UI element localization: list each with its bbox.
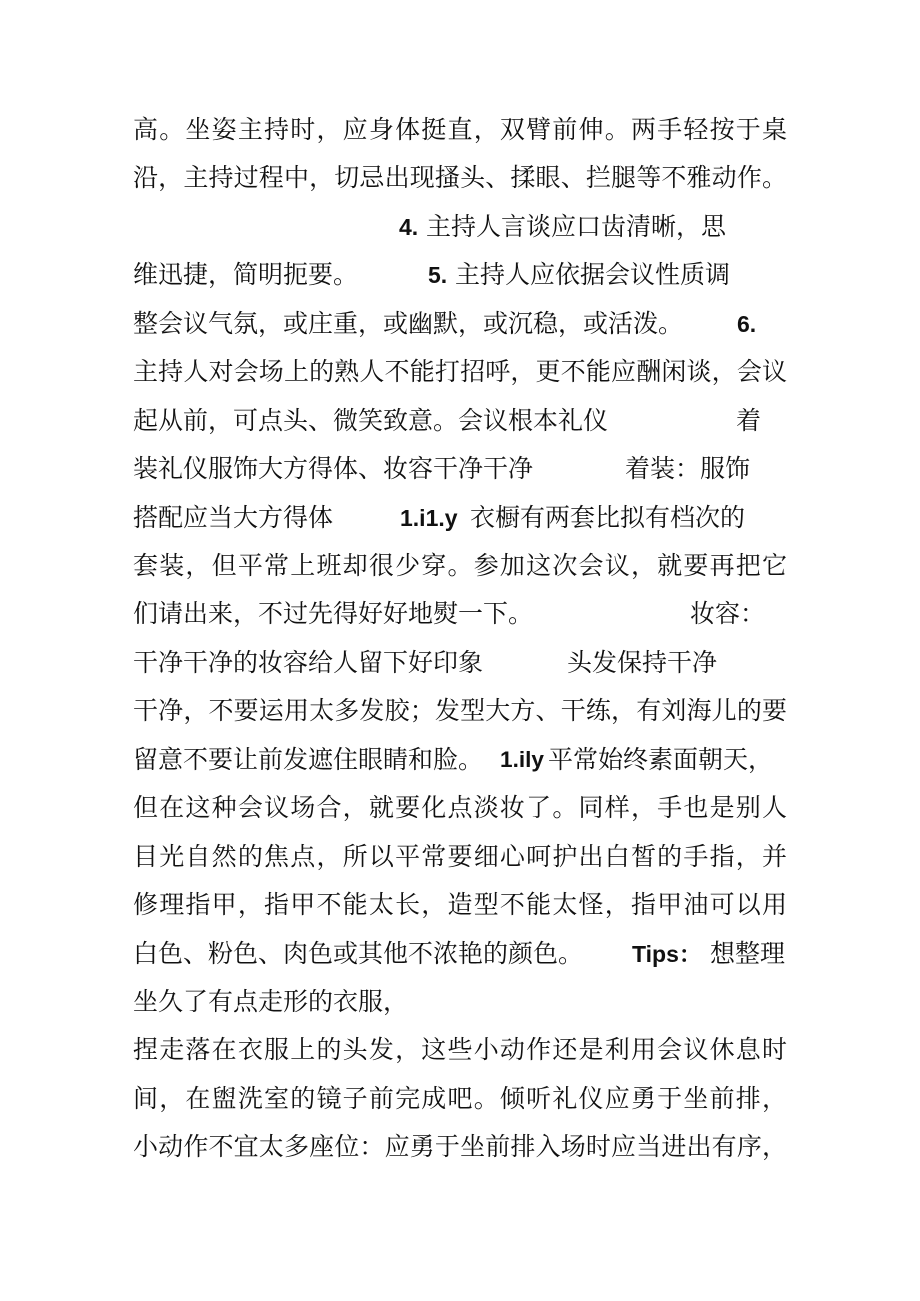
text-segment: 衣橱有两套比拟有档次的	[470, 503, 746, 532]
text-segment: 着装：服饰	[625, 454, 751, 483]
text-segment: 整会议气氛，或庄重，或幽默，或沉稳，或活泼。	[133, 309, 684, 338]
text-segment: 想整理	[710, 939, 786, 968]
text-segment: 主持人言谈应口齿清晰，思	[426, 212, 727, 241]
text-segment: 坐久了有点走形的衣服，	[133, 987, 409, 1016]
text-segment: 套装，但平常上班却很少穿。参加这次会议，就要再把它	[133, 551, 789, 580]
numbered-label: 5.	[428, 262, 448, 288]
text-segment: 沿，主持过程中，切忌出现搔头、揉眼、拦腿等不雅动作。	[133, 163, 788, 192]
numbered-label: 6.	[737, 311, 757, 337]
text-segment: 高。坐姿主持时，应身体挺直，双臂前伸。两手轻按于桌	[133, 115, 789, 144]
text-segment: 捏走落在衣服上的头发，这些小动作还是利用会议休息时	[133, 1035, 789, 1064]
numbered-label: 4.	[399, 214, 419, 240]
text-segment: 干净干净的妆容给人留下好印象	[133, 648, 484, 677]
text-segment: 小动作不宜太多座位：应勇于坐前排入场时应当进出有序，	[133, 1132, 788, 1161]
text-segment: 白色、粉色、肉色或其他不浓艳的颜色。	[133, 939, 584, 968]
text-segment: 头发保持干净	[567, 648, 718, 677]
text-segment: 维迅捷，简明扼要。	[133, 260, 359, 289]
text-segment: 起从前，可点头、微笑致意。会议根本礼仪	[133, 406, 609, 435]
text-segment: 平常始终素面朝天，	[548, 745, 774, 774]
text-segment: 们请出来，不过先得好好地熨一下。	[133, 599, 534, 628]
text-segment: 目光自然的焦点，所以平常要细心呵护出白皙的手指，并	[133, 842, 789, 871]
text-segment: 搭配应当大方得体	[133, 503, 334, 532]
text-segment: 间，在盥洗室的镜子前完成吧。倾听礼仪应勇于坐前排，	[133, 1084, 789, 1113]
numbered-label: 1.ily	[500, 747, 544, 772]
text-segment: 主持人对会场上的熟人不能打招呼，更不能应酬闲谈，会议	[133, 357, 788, 386]
text-segment: 装礼仪服饰大方得体、妆容干净干净	[133, 454, 534, 483]
text-segment: 妆容：	[690, 599, 766, 628]
text-segment: 但在这种会议场合，就要化点淡妆了。同样，手也是别人	[133, 793, 789, 822]
text-segment: 主持人应依据会议性质调	[455, 260, 731, 289]
text-segment: 留意不要让前发遮住眼睛和脸。	[133, 745, 484, 774]
text-segment: 干净，不要运用太多发胶；发型大方、干练，有刘海儿的要	[133, 696, 788, 725]
text-segment: 着	[736, 406, 762, 435]
numbered-label: 1.i1.y	[400, 505, 458, 531]
text-segment: 修理指甲，指甲不能太长，造型不能太怪，指甲油可以用	[133, 890, 789, 919]
numbered-label: Tips：	[632, 941, 702, 967]
